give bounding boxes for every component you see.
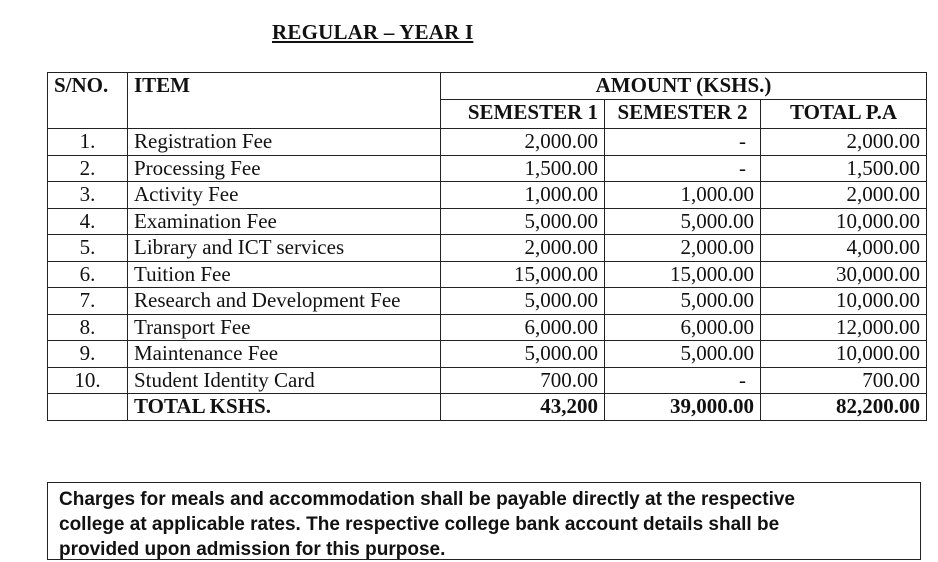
row-semester-1: 5,000.00 bbox=[441, 288, 605, 315]
row-semester-2: 5,000.00 bbox=[605, 208, 761, 235]
row-item: Library and ICT services bbox=[128, 235, 441, 262]
row-item: Examination Fee bbox=[128, 208, 441, 235]
row-semester-1: 700.00 bbox=[441, 367, 605, 394]
row-semester-2: 6,000.00 bbox=[605, 314, 761, 341]
table-row bbox=[48, 341, 927, 368]
total-semester-2: 39,000.00 bbox=[605, 394, 761, 421]
total-semester-1: 43,200 bbox=[441, 394, 605, 421]
row-total: 10,000.00 bbox=[761, 208, 927, 235]
header-sno: S/NO. bbox=[48, 73, 128, 129]
total-sno bbox=[48, 394, 128, 421]
row-item: Transport Fee bbox=[128, 314, 441, 341]
row-item: Student Identity Card bbox=[128, 367, 441, 394]
meals-accommodation-note bbox=[47, 482, 921, 560]
page-title: REGULAR – YEAR I bbox=[272, 20, 474, 44]
row-item: Registration Fee bbox=[128, 129, 441, 156]
row-semester-1: 5,000.00 bbox=[441, 341, 605, 368]
row-semester-1: 2,000.00 bbox=[441, 129, 605, 156]
row-semester-2: 1,000.00 bbox=[605, 182, 761, 209]
row-semester-2: - bbox=[605, 129, 761, 156]
table-row bbox=[48, 314, 927, 341]
note-line-1: Charges for meals and accommodation shall be payable directly at the respective bbox=[59, 489, 795, 510]
row-semester-2: 2,000.00 bbox=[605, 235, 761, 262]
row-total: 1,500.00 bbox=[761, 155, 927, 182]
row-sno: 3. bbox=[48, 182, 128, 209]
row-sno: 10. bbox=[48, 367, 128, 394]
row-sno: 8. bbox=[48, 314, 128, 341]
row-semester-2: 15,000.00 bbox=[605, 261, 761, 288]
row-semester-2: - bbox=[605, 367, 761, 394]
row-item: Tuition Fee bbox=[128, 261, 441, 288]
note-line-3: provided upon admission for this purpose. bbox=[59, 539, 446, 560]
table-row bbox=[48, 367, 927, 394]
row-item: Research and Development Fee bbox=[128, 288, 441, 315]
table-row bbox=[48, 235, 927, 262]
row-sno: 7. bbox=[48, 288, 128, 315]
row-semester-2: 5,000.00 bbox=[605, 341, 761, 368]
total-label: TOTAL KSHS. bbox=[128, 394, 441, 421]
header-row-1 bbox=[48, 73, 927, 100]
fee-table bbox=[47, 72, 927, 421]
row-sno: 5. bbox=[48, 235, 128, 262]
row-total: 30,000.00 bbox=[761, 261, 927, 288]
header-semester-1: SEMESTER 1 bbox=[441, 99, 605, 129]
row-semester-1: 15,000.00 bbox=[441, 261, 605, 288]
row-semester-1: 2,000.00 bbox=[441, 235, 605, 262]
note-line-2: college at applicable rates. The respective college bank account details shall be bbox=[59, 514, 780, 535]
row-item: Activity Fee bbox=[128, 182, 441, 209]
row-semester-1: 6,000.00 bbox=[441, 314, 605, 341]
row-sno: 4. bbox=[48, 208, 128, 235]
row-sno: 9. bbox=[48, 341, 128, 368]
row-total: 10,000.00 bbox=[761, 288, 927, 315]
total-annual: 82,200.00 bbox=[761, 394, 927, 421]
table-row bbox=[48, 261, 927, 288]
header-total-pa: TOTAL P.A bbox=[761, 99, 927, 129]
row-item: Maintenance Fee bbox=[128, 341, 441, 368]
table-row bbox=[48, 208, 927, 235]
row-total: 10,000.00 bbox=[761, 341, 927, 368]
row-semester-1: 1,500.00 bbox=[441, 155, 605, 182]
table-row bbox=[48, 288, 927, 315]
table-row bbox=[48, 129, 927, 156]
row-total: 2,000.00 bbox=[761, 129, 927, 156]
row-total: 4,000.00 bbox=[761, 235, 927, 262]
row-sno: 6. bbox=[48, 261, 128, 288]
row-semester-1: 1,000.00 bbox=[441, 182, 605, 209]
row-item: Processing Fee bbox=[128, 155, 441, 182]
row-sno: 2. bbox=[48, 155, 128, 182]
row-total: 700.00 bbox=[761, 367, 927, 394]
row-semester-1: 5,000.00 bbox=[441, 208, 605, 235]
header-item: ITEM bbox=[128, 73, 441, 129]
table-row bbox=[48, 182, 927, 209]
header-amount: AMOUNT (KSHS.) bbox=[441, 73, 927, 100]
row-total: 12,000.00 bbox=[761, 314, 927, 341]
total-row bbox=[48, 394, 927, 421]
row-semester-2: - bbox=[605, 155, 761, 182]
row-semester-2: 5,000.00 bbox=[605, 288, 761, 315]
table-row bbox=[48, 155, 927, 182]
row-total: 2,000.00 bbox=[761, 182, 927, 209]
row-sno: 1. bbox=[48, 129, 128, 156]
header-semester-2: SEMESTER 2 bbox=[605, 99, 761, 129]
